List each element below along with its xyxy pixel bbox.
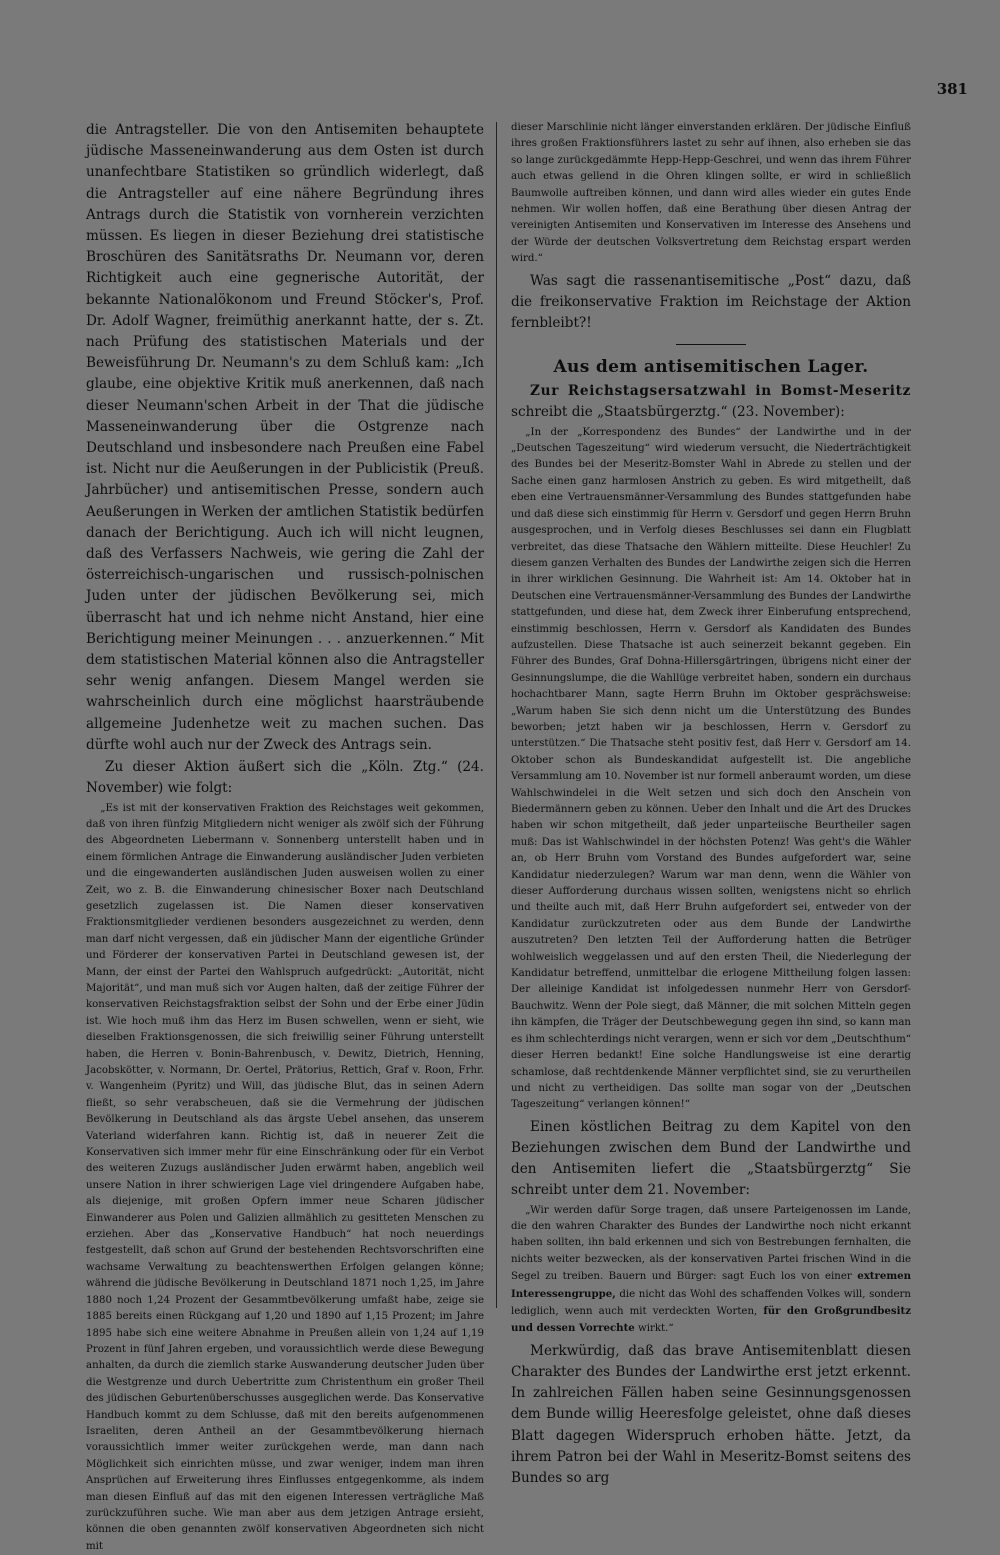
- quote3-part-a: „Wir werden dafür Sorge tragen, daß unsere Parteigenossen im Lande, die den wahren Charakter des Bundes der Landwirthe noch nicht erkannt haben sollten, ihn bald erkennen und sich von Bestrebungen fernhalten, die nichts weiter bezwecken, als der konservativen Partei frischen Wind in die Segel zu treiben. Bauern und Bürger: sagt Euch los von einer: [511, 1205, 911, 1283]
- quote-parteigenossen: [511, 1203, 911, 1338]
- right-column: [511, 120, 911, 1310]
- paragraph-neumann-statistics: die Antragsteller. Die von den Antisemiten behauptete jüdische Masseneinwanderung aus dem Osten ist durch unanfechtbare Statistiken so gründlich widerlegt, daß die Antragsteller auf eine nähere Begründung ihres Antrags durch die Statistik von vornherein verzichten müssen. Es liegen in dieser Beziehung drei statistische Broschüren des Sanitätsraths Dr. Neumann vor, deren Richtigkeit auch eine gegnerische Autorität, der bekannte Nationalökonom und Freund Stöcker's, Prof. Dr. Adolf Wagner, freimüthig anerkannt hatte, der s. Zt. nach Prüfung des statistischen Materials und der Beweisführung Dr. Neumann's zu dem Schluß kam: „Ich glaube, eine objektive Kritik muß anerkennen, daß nach dieser Neumann'schen Arbeit in der That die jüdische Masseneinwanderung über die Ostgrenze nach Deutschland und insbesondere nach Preußen eine Fabel ist. Nicht nur die Aeußerungen in der Publicistik (Preuß. Jahrbücher) und antisemitischen Presse, sondern auch Aeußerungen in Werken der amtlichen Statistik bedürfen danach der Berichtigung. Auch ich will nicht leugnen, daß des Verfassers Nachweis, wie gering die Zahl der österreichisch-ungarischen und russisch-polnischen Juden unter der jüdischen Bevölkerung sei, mich überrascht hat und ich nehme nicht Anstand, hier eine Berichtigung meiner Meinungen . . . anzuerkennen.“ Mit dem statistischen Material können also die Antragsteller sehr wenig anfangen. Diesem Mangel werden sie wahrscheinlich durch eine möglichst haarsträubende allgemeine Judenhetze weit zu machen suchen. Das dürfte wohl auch nur der Zweck des Antrags sein.: [86, 120, 484, 756]
- page-number: 381: [878, 80, 968, 98]
- paragraph-merkwuerdig: Merkwürdig, daß das brave Antisemitenblatt diesen Charakter des Bundes der Landwirthe erst jetzt erkennt. In zahlreichen Fällen haben seine Gesinnungsgenossen dem Bunde willig Heeresfolge geleistet, ohne daß dieses Blatt dagegen Widerspruch erhoben hätte. Jetzt, da ihrem Patron bei der Wahl in Meseritz-Bomst seitens des Bundes so arg: [511, 1341, 911, 1489]
- paragraph-beitrag: Einen köstlichen Beitrag zu dem Kapitel von den Beziehungen zwischen dem Bund der Landwirthe und den Antisemiten liefert die „Staatsbürgerztg“ Sie schreibt unter dem 21. November:: [511, 1117, 911, 1202]
- section-rule: [676, 344, 746, 345]
- quote-continuation: dieser Marschlinie nicht länger einverstanden erklären. Der jüdische Einfluß ihres großen Fraktionsführers lastet zu sehr auf ihnen, also erheben sie das so lange zurückgedämmte Hepp-Hepp-Geschrei, und wenn das ihrem Führer auch etwas gellend in die Ohren klingen sollte, er wird in schließlich Baumwolle auftreiben können, und dann wird alles wieder ein gutes Ende nehmen. Wir wollen hoffen, daß eine Berathung über diesen Antrag der vereinigten Antisemiten und Konservativen im Interesse des Ansehens und der Würde der deutschen Volksvertretung dem Reichstag erspart werden wird.“: [511, 120, 911, 268]
- intro-staatsbuergerztg: schreibt die „Staatsbürgerztg.“ (23. November):: [511, 404, 845, 420]
- quote3-part-c: die nicht das Wohl des schaffenden Volkes will, sondern lediglich, wenn auch mit verdeckten Worten,: [511, 1289, 911, 1317]
- paragraph-post-question: Was sagt die rassenantisemitische „Post“ dazu, daß die freikonservative Fraktion im Reichstage der Aktion fernbleibt?!: [511, 271, 911, 335]
- quote-koelnische-zeitung: „Es ist mit der konservativen Fraktion des Reichstages weit gekommen, daß von ihren fünfzig Mitgliedern nicht weniger als zwölf sich der Führung des Abgeordneten Liebermann v. Sonnenberg unterstellt haben und in einem förmlichen Antrage die Einwanderung ausländischer Juden verbieten und die eingewanderten ausländischen Juden ausweisen wollen zu einer Zeit, wo z. B. die Einwanderung chinesischer Boxer nach Deutschland gesetzlich zugelassen ist. Die Namen dieser konservativen Fraktionsmitglieder verdienen besonders ausgezeichnet zu werden, denn man darf nicht vergessen, daß ein jüdischer Mann der eigentliche Gründer und Förderer der konservativen Partei in Deutschland gewesen ist, der Mann, der einst der Partei den Wahlspruch aufgedrückt: „Autorität, nicht Majorität“, und man muß sich vor Augen halten, daß der zeitige Führer der konservativen Reichstagsfraktion selbst der Sohn und der Erbe einer Jüdin ist. Wie hoch muß ihm das Herz im Busen schwellen, wenn er sieht, wie dieselben Fraktionsgenossen, die sich freiwillig seiner Führung unterstellt haben, die Herren v. Bonin-Bahrenbusch, v. Dewitz, Dietrich, Henning, Jacobskötter, v. Normann, Dr. Oertel, Prätorius, Rettich, Graf v. Roon, Frhr. v. Wangenheim (Pyritz) und Will, das jüdische Blut, das in seinen Adern fließt, so sehr verabscheuen, daß sie die Vermehrung der jüdischen Bevölkerung in Deutschland als das ärgste Uebel ansehen, das unserem Vaterland widerfahren kann. Richtig ist, daß in neuerer Zeit die Konservativen sich immer mehr für eine Einschränkung oder für ein Verbot des weiteren Zuzugs ausländischer Juden erwärmt haben, angeblich weil unsere Nation in ihrer schwierigen Lage viel dringendere Aufgaben habe, als diejenige, mit großen Opfern immer neue Scharen jüdischer Einwanderer aus Polen und Galizien allmählich zu gesitteten Menschen zu erziehen. Aber das „Konservative Handbuch“ hat noch neuerdings festgestellt, daß schon auf Grund der bestehenden Rechtsvorschriften eine wachsame Verwaltung zu beachtenswerthen Erfolgen gelangen könne; während die jüdische Bevölkerung in Deutschland 1871 noch 1,25, im Jahre 1880 noch 1,24 Prozent der Gesammtbevölkerung umfaßt habe, zeige sie 1885 bereits einen Rückgang auf 1,20 und 1890 auf 1,15 Prozent; im Jahre 1895 habe sich eine weitere Abnahme in Preußen allein von 1,24 auf 1,19 Prozent in fünf Jahren ergeben, und voraussichtlich werde diese Bewegung anhalten, da durch die ziemlich starke Auswanderung deutscher Juden über die Westgrenze und durch Uebertritte zum Christenthum ein großer Theil des jüdischen Geburtenüberschusses ausgeglichen werde. Das Konservative Handbuch kommt zu dem Schlusse, daß mit den bereits aufgenommenen Israeliten, deren Antheil an der Gesammtbevölkerung hiernach voraussichtlich immer weiter zurückgehen werde, man dann nach Möglichkeit sich einrichten müsse, und zwar weniger, indem man ihren Ansprüchen auf Erweiterung ihres Einflusses entgegenkomme, als indem man diesen Einfluß auf das mit den eigenen Interessen verträgliche Maß zurückzuführen suche. Wie man aber aus dem jetzigen Antrage ersieht, können die oben genannten zwölf konservativen Abgeordneten sich nicht mit: [86, 801, 484, 1555]
- quote3-bold-grossgrundbesitz: für den Großgrundbesitz und dessen Vorrechte: [511, 1305, 911, 1334]
- paragraph-koeln-intro: Zu dieser Aktion äußert sich die „Köln. Ztg.“ (24. November) wie folgt:: [86, 757, 484, 799]
- quote3-bold-interessengruppe: extremen Interessengruppe,: [511, 1270, 911, 1299]
- subheading-bomst-meseritz: Zur Reichstagsersatzwahl in Bomst-Meseritz: [530, 383, 911, 399]
- quote3-part-e: wirkt.“: [638, 1323, 674, 1334]
- section-heading: Aus dem antisemitischen Lager.: [511, 357, 911, 377]
- left-column: [86, 120, 484, 1310]
- column-divider: [496, 122, 497, 1308]
- paragraph-reichstagsersatzwahl: [511, 381, 911, 423]
- quote-staatsbuergerztg: „In der „Korrespondenz des Bundes“ der Landwirthe und in der „Deutschen Tageszeitung“ wird wiederum versucht, die Niederträchtigkeit des Bundes bei der Meseritz-Bomster Wahl in Abrede zu stellen und der Sache einen ganz harmlosen Anstrich zu geben. Es wird mitgetheilt, daß eben eine Vertrauensmänner-Versammlung des Bundes stattgefunden habe und daß diese sich einstimmig für Herrn v. Gersdorf und gegen Herrn Bruhn ausgesprochen, und in Verfolg dieses Beschlusses sei dann ein Flugblatt verbreitet, das diese Thatsache den Wählern mitteilte. Diese Heuchler! Zu diesem ganzen Verhalten des Bundes der Landwirthe zeigen sich die Herren in ihrer wirklichen Gesinnung. Die Wahrheit ist: Am 14. Oktober hat in Deutschen eine Vertrauensmänner-Versammlung des Bundes der Landwirthe stattgefunden, und diese hat, dem Zweck ihrer Einberufung entsprechend, einstimmig beschlossen, Herrn v. Gersdorf als Kandidaten des Bundes aufzustellen. Diese Thatsache ist auch seinerzeit bekannt gegeben. Ein Führer des Bundes, Graf Dohna-Hillersgärtringen, übrigens nicht einer der Gesinnungslumpe, die die Wahllüge verbreitet haben, sondern ein durchaus hochachtbarer Mann, sagte Herrn Bruhn im Oktober gesprächsweise: „Warum haben Sie sich denn nicht um die Unterstützung des Bundes beworben; jetzt haben wir ja beschlossen, Herrn v. Gersdorf zu unterstützen.“ Die Thatsache steht positiv fest, daß Herr v. Gersdorf am 14. Oktober schon als Bundeskandidat aufgestellt ist. Die angebliche Versammlung am 10. November ist nur formell anberaumt worden, um diese Wahlschwindelei in die Welt setzen und sich doch den Anschein von Biedermännern geben zu können. Ueber den Inhalt und die Art des Druckes haben wir schon mitgetheilt, daß jeder unparteiische Beurtheiler sagen muß: Das ist Wahlschwindel in der höchsten Potenz! Was geht's die Wähler an, ob Herr Bruhn vom Vorstand des Bundes aufgefordert war, seine Kandidatur niederzulegen? Warum war man denn, wenn die Wähler von dieser Aufforderung durchaus wissen sollten, wenigstens nicht so ehrlich und theilte auch mit, daß Herr Bruhn aufgefordert sei, entweder von der Kandidatur zurückzutreten oder aus dem Bunde der Landwirthe auszutreten? Den letzten Teil der Aufforderung hatten die Betrüger wohlweislich weggelassen und auf den ersten Theil, die Niederlegung der Kandidatur betreffend, unmittelbar die erlogene Mittheilung folgen lassen: Der alleinige Kandidat ist infolgedessen nunmehr Herr von Gersdorf-Bauchwitz. Wenn der Pole siegt, daß Männer, die mit solchen Mitteln gegen ihn kämpfen, die Träger der Deutschbewegung gegen ihn sind, so kann man es ihm schlechterdings nicht verargen, wenn er sich vor dem „Deutschthum“ dieser Herren bedankt! Eine solche Handlungsweise ist eine derartig schamlose, daß rechtdenkende Männer verpflichtet sind, sie zu verurtheilen und nicht zu vertheidigen. Das sollte man sogar von der „Deutschen Tageszeitung“ verlangen können!“: [511, 425, 911, 1114]
